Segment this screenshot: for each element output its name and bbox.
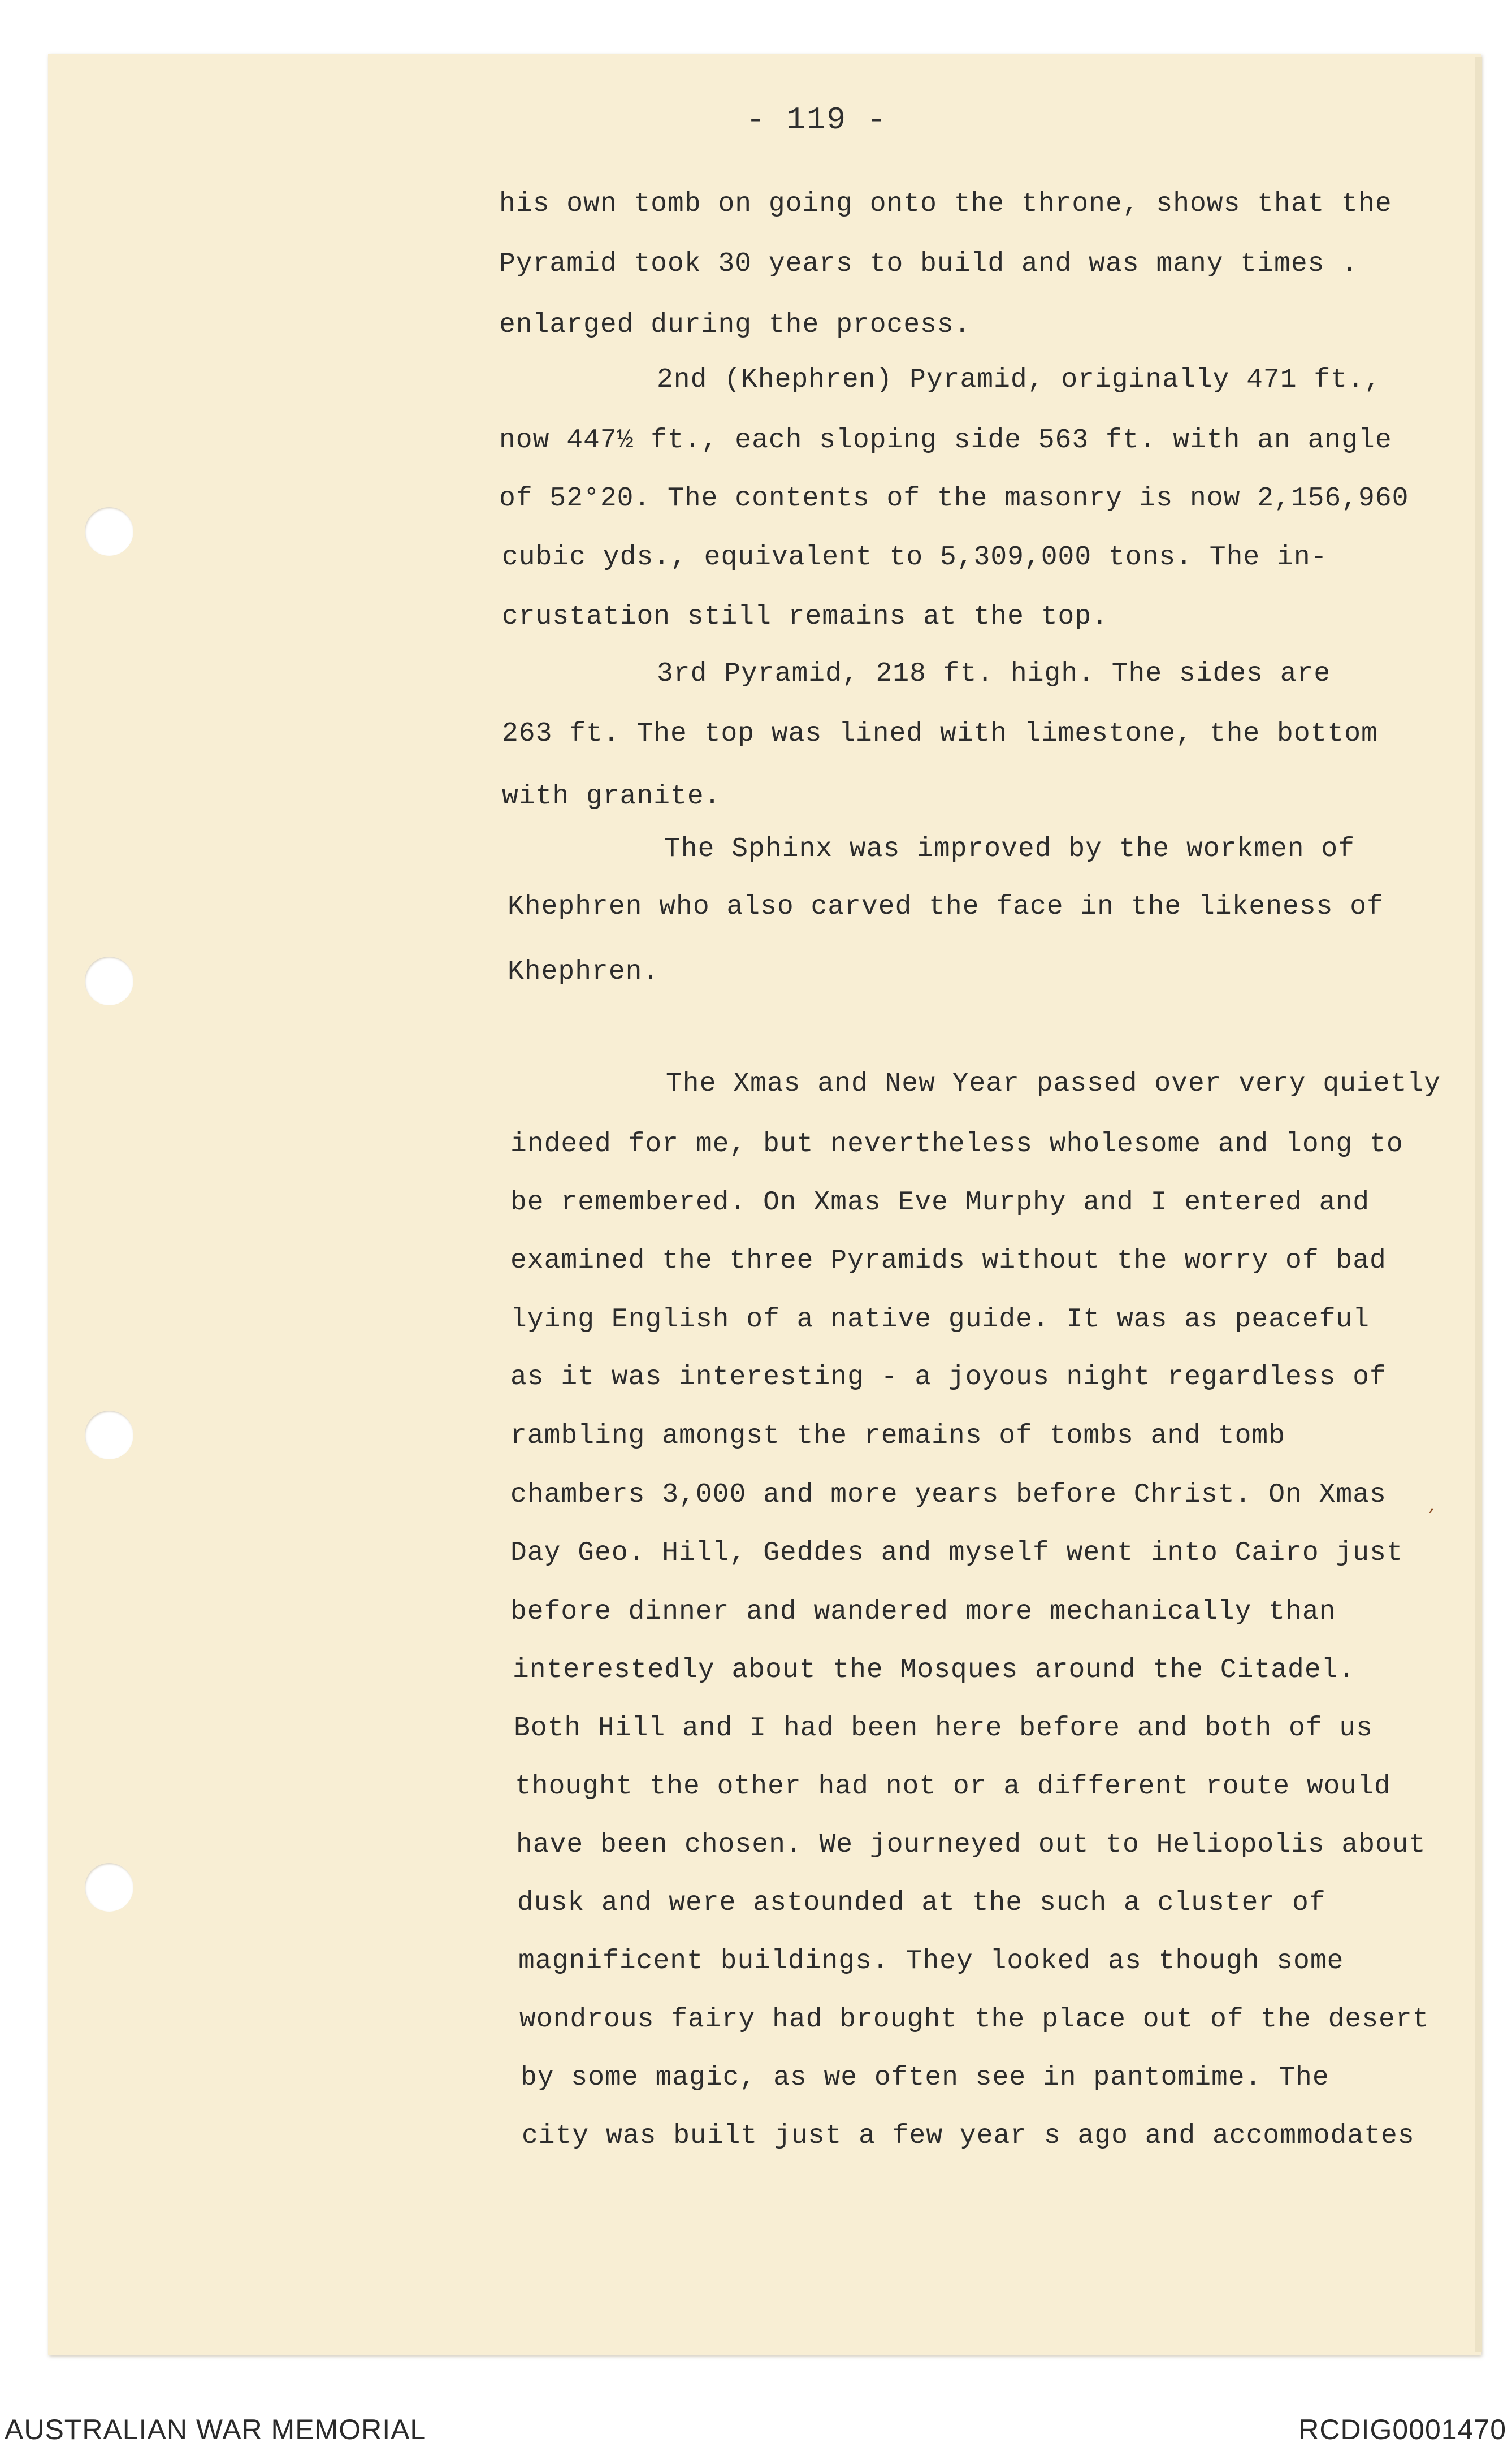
text-line: examined the three Pyramids without the worry of bad [510, 1246, 1387, 1276]
text-line: crustation still remains at the top. [502, 602, 1108, 632]
punch-hole [85, 957, 133, 1005]
text-line: The Sphinx was improved by the workmen of [664, 834, 1355, 864]
text-line: now 447½ ft., each sloping side 563 ft. with an angle [499, 425, 1392, 456]
page-number: - 119 - [746, 102, 887, 138]
text-line: Day Geo. Hill, Geddes and myself went into Cairo just [510, 1538, 1403, 1568]
text-line: his own tomb on going onto the throne, shows that the [499, 189, 1392, 219]
text-line: indeed for me, but nevertheless wholesome and long to [510, 1129, 1403, 1160]
text-line: The Xmas and New Year passed over very quietly [666, 1069, 1441, 1099]
text-line: 2nd (Khephren) Pyramid, originally 471 ft., [657, 365, 1381, 395]
text-line: as it was interesting - a joyous night regardless of [510, 1362, 1387, 1393]
page-edge [1475, 57, 1482, 2352]
text-line: by some magic, as we often see in pantomime. The [521, 2063, 1329, 2093]
text-line: be remembered. On Xmas Eve Murphy and I entered and [510, 1187, 1370, 1218]
text-line: before dinner and wandered more mechanically than [510, 1597, 1336, 1627]
punch-hole [85, 1863, 133, 1912]
text-line: Pyramid took 30 years to build and was many times . [499, 249, 1359, 279]
text-line: Both Hill and I had been here before and both of us [514, 1713, 1374, 1744]
text-line: city was built just a few year s ago and accommodates [522, 2121, 1415, 2151]
punch-hole [85, 1411, 133, 1459]
text-line: dusk and were astounded at the such a cluster of [517, 1888, 1326, 1918]
text-line: chambers 3,000 and more years before Christ. On Xmas [510, 1480, 1387, 1510]
text-line: of 52°20. The contents of the masonry is now 2,156,960 [499, 483, 1409, 514]
text-line: interestedly about the Mosques around the Citadel. [513, 1655, 1355, 1685]
text-line: with granite. [502, 781, 721, 812]
punch-hole [85, 507, 133, 556]
text-line: enlarged during the process. [499, 310, 971, 340]
text-line: wondrous fairy had brought the place out of the desert [519, 2004, 1429, 2035]
footer-institution: AUSTRALIAN WAR MEMORIAL [5, 2414, 427, 2445]
text-line: lying English of a native guide. It was as peaceful [510, 1304, 1370, 1335]
text-line: 3rd Pyramid, 218 ft. high. The sides are [657, 659, 1331, 689]
text-line: cubic yds., equivalent to 5,309,000 tons. The in- [502, 542, 1328, 573]
footer-identifier: RCDIG0001470 [1298, 2414, 1506, 2445]
text-line: rambling amongst the remains of tombs and tomb [510, 1421, 1286, 1451]
text-line: 263 ft. The top was lined with limestone, the bottom [502, 719, 1378, 749]
text-line: thought the other had not or a different route would [515, 1771, 1391, 1802]
handwritten-pen-mark: ′ [1429, 1505, 1435, 1531]
text-line: Khephren who also carved the face in the likeness of [508, 892, 1384, 922]
text-line: have been chosen. We journeyed out to Heliopolis about [516, 1830, 1426, 1860]
text-line: magnificent buildings. They looked as though some [518, 1946, 1344, 1977]
text-line: Khephren. [508, 957, 660, 987]
